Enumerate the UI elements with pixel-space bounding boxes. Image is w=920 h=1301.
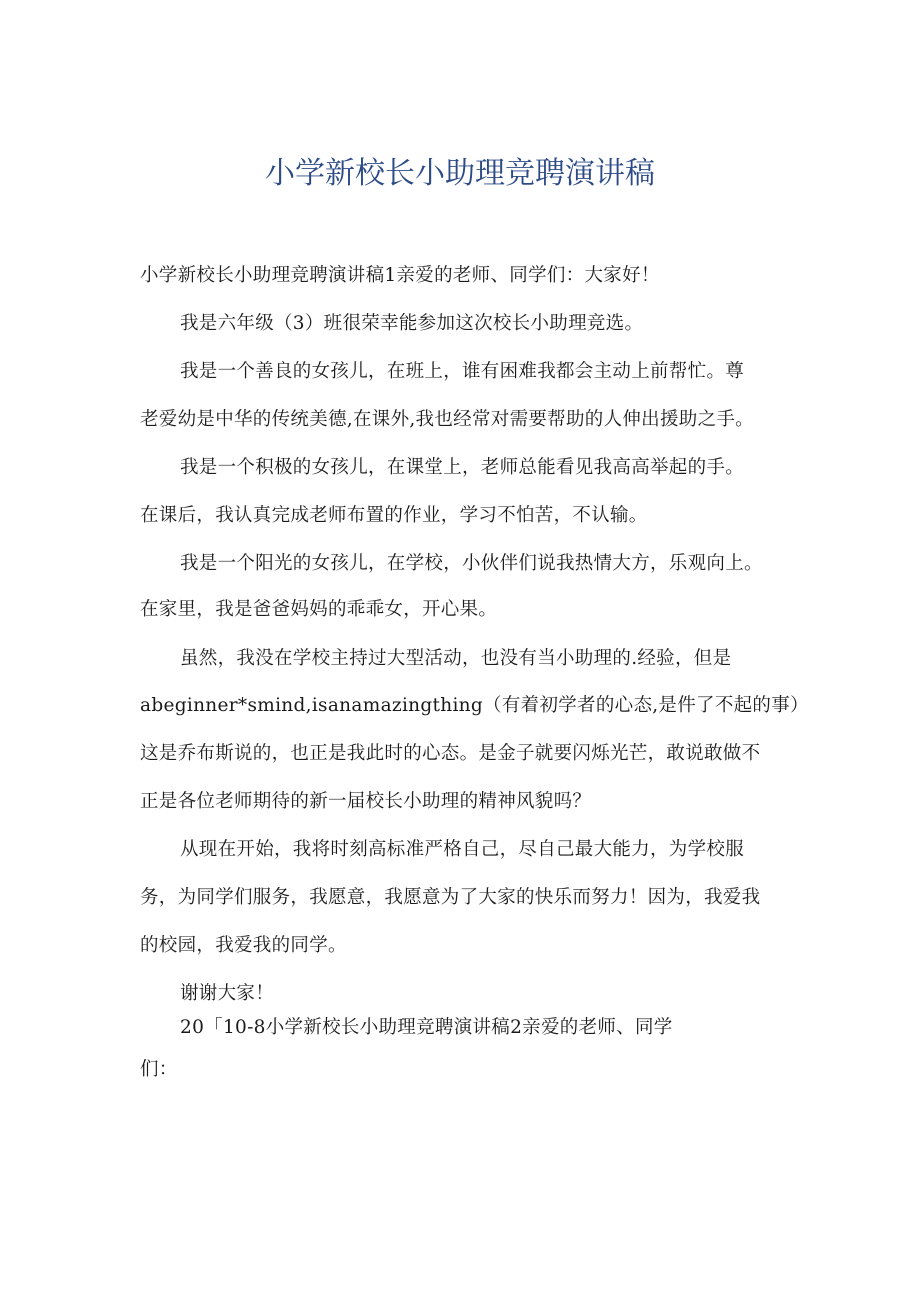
paragraph-line: 务，为同学们服务，我愿意，我愿意为了大家的快乐而努力！因为，我爱我 [140,887,761,908]
paragraph-line: 从现在开始，我将时刻高标准严格自己，尽自己最大能力，为学校服 [180,839,745,860]
paragraph-line: 小学新校长小助理竞聘演讲稿1亲爱的老师、同学们：大家好！ [140,265,660,286]
paragraph-line: 虽然，我没在学校主持过大型活动，也没有当小助理的.经验，但是 [180,648,732,669]
paragraph-line: 20「10-8小学新校长小助理竞聘演讲稿2亲爱的老师、同学 [180,1017,673,1038]
paragraph-line: 这是乔布斯说的，也正是我此时的心态。是金子就要闪烁光芒，敢说敢做不 [140,743,761,764]
paragraph-line: 们： [140,1059,178,1080]
paragraph-line: 正是各位老师期待的新一届校长小助理的精神风貌吗？ [140,791,592,812]
paragraph-line: 我是六年级（3）班很荣幸能参加这次校长小助理竞选。 [180,313,644,334]
paragraph-line: 谢谢大家！ [180,983,275,1004]
paragraph-line: 我是一个积极的女孩儿，在课堂上，老师总能看见我高高举起的手。 [180,457,745,478]
document-title: 小学新校长小助理竞聘演讲稿 [265,156,655,191]
paragraph-line: 我是一个善良的女孩儿，在班上，谁有困难我都会主动上前帮忙。尊 [180,361,745,382]
paragraph-line: 我是一个阳光的女孩儿，在学校，小伙伴们说我热情大方，乐观向上。 [180,553,763,574]
paragraph-line: abeginner*smind,isanamazingthing（有着初学者的心态,是件了不起的事） [140,695,809,716]
paragraph-line: 在家里，我是爸爸妈妈的乖乖女，开心果。 [140,599,498,620]
paragraph-line: 在课后，我认真完成老师布置的作业，学习不怕苦，不认输。 [140,505,648,526]
paragraph-line: 老爱幼是中华的传统美德,在课外,我也经常对需要帮助的人伸出援助之手。 [140,409,754,430]
paragraph-line: 的校园，我爱我的同学。 [140,935,347,956]
